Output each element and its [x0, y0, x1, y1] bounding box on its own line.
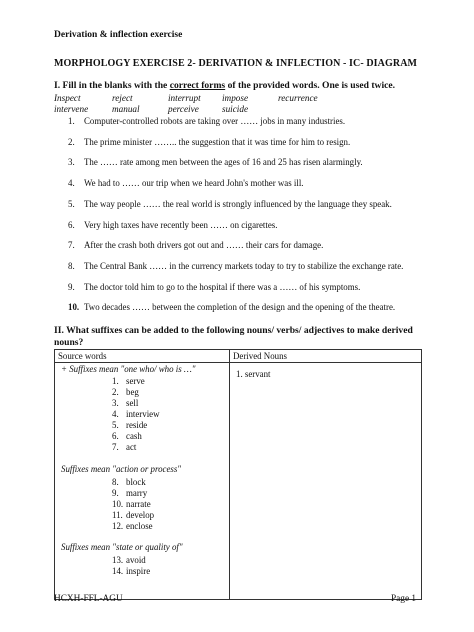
column-header-derived-nouns: Derived Nouns [230, 350, 422, 363]
item-number: 2. [112, 387, 119, 397]
question-item [68, 240, 323, 250]
word-bank-item: impose [222, 93, 249, 103]
question-item [68, 199, 392, 209]
item-word: avoid [126, 555, 146, 565]
question-item [68, 137, 350, 147]
list-item [112, 488, 147, 498]
section1-heading-pre: I. Fill in the blanks with the [54, 80, 170, 91]
item-number: 11. [112, 510, 123, 520]
question-number: 8. [68, 261, 75, 271]
item-word: narrate [126, 499, 151, 509]
group-label-state: Suffixes mean "state or quality of" [61, 542, 183, 552]
item-number: 5. [112, 420, 119, 430]
item-word: reside [126, 420, 148, 430]
question-text: Computer-controlled robots are taking over …… jobs in many industries. [84, 116, 346, 126]
section1-heading-underlined: correct forms [169, 80, 226, 91]
footer-left: HCXH-FFL-AGU [54, 594, 123, 604]
list-item [112, 566, 150, 576]
question-number: 5. [68, 199, 75, 209]
item-number: 8. [112, 477, 119, 487]
item-word: block [126, 477, 146, 487]
item-number: 3. [112, 398, 119, 408]
question-text: Two decades …… between the completion of the design and the opening of the theatre. [84, 302, 396, 312]
list-item [112, 409, 160, 419]
list-item [112, 499, 151, 509]
question-number: 9. [68, 282, 75, 292]
list-item [112, 521, 153, 531]
question-number: 3. [68, 157, 75, 167]
question-item [68, 116, 345, 126]
question-text: The Central Bank …… in the currency markets today to try to stabilize the exchange rate. [84, 261, 404, 271]
item-word: enclose [126, 521, 153, 531]
question-item [68, 302, 395, 312]
question-item [68, 282, 360, 292]
table-header-row [55, 350, 422, 363]
question-item [68, 178, 304, 188]
section1-heading-post: of the provided words. One is used twice. [225, 80, 396, 91]
item-number: 6. [112, 431, 119, 441]
word-bank-item: reject [112, 93, 133, 103]
question-text: The doctor told him to go to the hospital if there was a …… of his symptoms. [84, 282, 361, 292]
word-bank-item: manual [112, 104, 140, 114]
item-number: 10. [112, 499, 124, 509]
section1-heading [54, 80, 395, 91]
item-word: cash [126, 431, 142, 441]
item-number: 7. [112, 442, 119, 452]
footer-page-number: Page 1 [391, 594, 417, 604]
question-text: We had to …… our trip when we heard John's mother was ill. [84, 178, 304, 188]
list-item [112, 442, 136, 452]
table-row [55, 363, 422, 600]
question-item [68, 220, 277, 230]
item-number: 14. [112, 566, 124, 576]
item-number: 9. [112, 488, 119, 498]
question-text: The way people …… the real world is strongly influenced by the language they speak. [84, 199, 392, 209]
derived-nouns-cell [230, 363, 422, 600]
item-word: interview [126, 409, 160, 419]
item-word: marry [126, 488, 148, 498]
list-item [112, 376, 145, 386]
list-item [112, 431, 142, 441]
item-number: 13. [112, 555, 124, 565]
question-item [68, 157, 363, 167]
list-item [112, 477, 146, 487]
document-header: Derivation & inflection exercise [54, 30, 183, 40]
list-item [112, 387, 139, 397]
source-words-cell [55, 363, 230, 600]
question-item [68, 261, 403, 271]
item-word: sell [126, 398, 139, 408]
question-number: 2. [68, 137, 75, 147]
item-word: serve [126, 376, 145, 386]
question-text: Very high taxes have recently been …… on cigarettes. [84, 220, 278, 230]
question-text: After the crash both drivers got out and …… their cars for damage. [84, 240, 324, 250]
question-number: 6. [68, 220, 75, 230]
group-label-agent: + Suffixes mean "one who/ who is …" [61, 364, 196, 374]
list-item [112, 398, 138, 408]
question-number: 7. [68, 240, 75, 250]
question-number: 1. [68, 116, 75, 126]
word-bank-item: intervene [54, 104, 89, 114]
column-header-source-words: Source words [55, 350, 230, 363]
item-word: develop [126, 510, 155, 520]
list-item [112, 510, 154, 520]
question-text: The …… rate among men between the ages of 16 and 25 has risen alarmingly. [84, 157, 363, 167]
derived-noun-example: 1. servant [236, 369, 271, 379]
suffix-table [54, 349, 422, 600]
item-number: 4. [112, 409, 119, 419]
word-bank-item: recurrence [278, 93, 318, 103]
word-bank-item: interrupt [168, 93, 201, 103]
item-number: 12. [112, 521, 124, 531]
word-bank-item: Inspect [54, 93, 81, 103]
question-number: 4. [68, 178, 75, 188]
list-item [112, 555, 146, 565]
question-text: The prime minister …….. the suggestion that it was time for him to resign. [84, 137, 351, 147]
question-number: 10. [68, 302, 80, 312]
item-word: beg [126, 387, 139, 397]
item-word: inspire [126, 566, 151, 576]
item-number: 1. [112, 376, 119, 386]
item-word: act [126, 442, 137, 452]
list-item [112, 420, 147, 430]
group-label-action: Suffixes mean "action or process" [61, 464, 182, 474]
exercise-title: MORPHOLOGY EXERCISE 2- DERIVATION & INFLECTION - IC- DIAGRAM [54, 58, 418, 69]
word-bank-item: suicide [222, 104, 249, 114]
section2-heading: II. What suffixes can be added to the following nouns/ verbs/ adjectives to make derived nouns? [54, 325, 413, 348]
word-bank-item: perceive [168, 104, 199, 114]
